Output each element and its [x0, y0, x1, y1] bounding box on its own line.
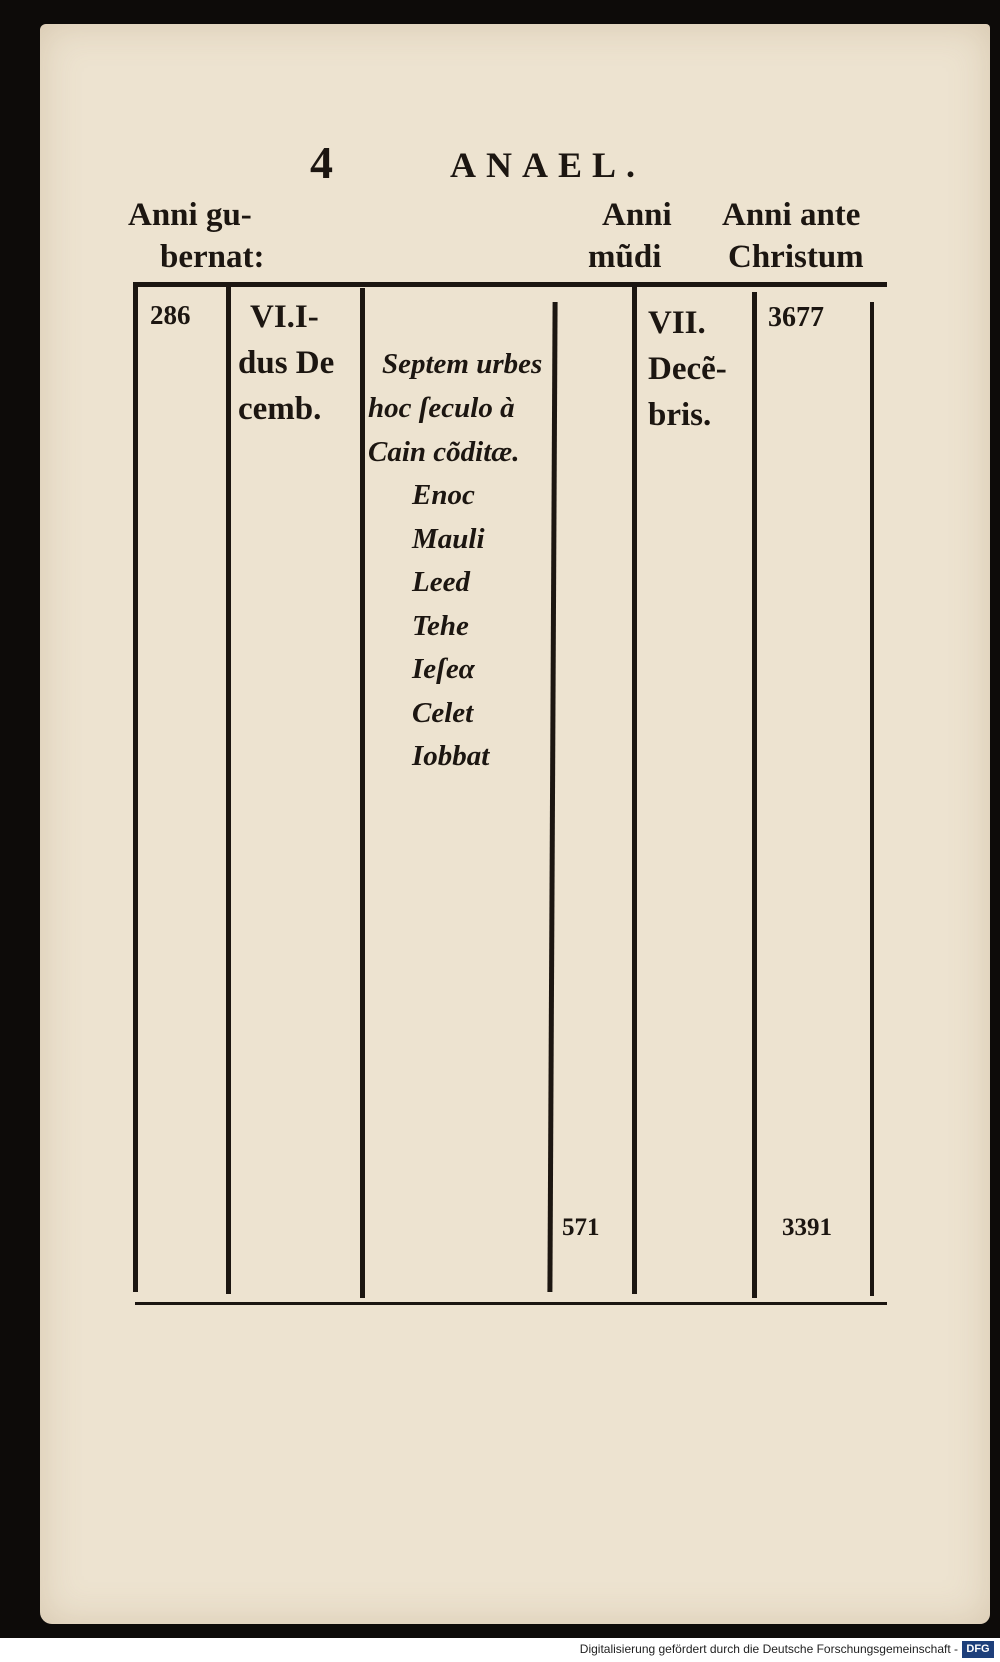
date-end-line1: VII. [648, 305, 706, 341]
column-rule-7 [870, 302, 874, 1296]
header-anni-mundi-line2: mũdi [588, 239, 662, 275]
mundi-total: 571 [562, 1214, 600, 1241]
table-top-rule [135, 282, 887, 287]
cities-intro [368, 342, 542, 474]
cities-intro-line2: hoc ſeculo à [368, 392, 515, 424]
city-item: Tehe [412, 609, 469, 642]
header-anni-mundi [588, 194, 672, 278]
table-bottom-rule [135, 1302, 887, 1305]
ante-christum-year: 3677 [768, 302, 824, 333]
date-start-line2: dus De [238, 345, 335, 381]
column-rule-1 [133, 282, 138, 1292]
header-anni-ante-christum [718, 194, 864, 278]
column-rule-6 [752, 292, 757, 1298]
date-end-line3: bris. [648, 397, 712, 433]
header-anni-ante-christum-line1: Anni ante [722, 197, 861, 233]
date-start [238, 294, 334, 432]
date-end-line2: Decẽ- [648, 351, 727, 387]
bleed-through-heading [120, 119, 139, 188]
digitization-footer [0, 1638, 1000, 1662]
cities-list [412, 474, 489, 779]
gubernat-year: 286 [150, 300, 191, 330]
city-item: Iobbat [412, 740, 490, 772]
city-item: Ieſeα [412, 653, 475, 685]
page-number: 4 [310, 137, 333, 188]
column-rule-5 [632, 286, 637, 1294]
city-item: Celet [412, 696, 474, 729]
header-anni-ante-christum-line2: Christum [728, 239, 864, 275]
city-item: Enoc [412, 479, 475, 511]
header-anni-gubernat [128, 194, 264, 278]
column-rule-3 [360, 288, 365, 1298]
book-page [40, 24, 990, 1624]
running-title: ANAEL. [450, 145, 646, 185]
city-item: Leed [412, 566, 470, 598]
header-anni-mundi-line1: Anni [602, 197, 672, 233]
column-rule-2 [226, 282, 231, 1294]
cities-intro-line3: Cain cõditæ. [368, 436, 520, 468]
date-start-line3: cemb. [238, 391, 322, 427]
cities-intro-line1: Septem urbes [382, 348, 543, 380]
column-rule-4 [547, 302, 557, 1292]
date-start-line1: VI.I- [250, 299, 319, 335]
date-end [648, 300, 727, 438]
city-item: Mauli [412, 522, 485, 555]
footer-credit: Digitalisierung gefördert durch die Deutsche Forschungsgemeinschaft - [579, 1642, 958, 1656]
header-anni-gubernat-line2: bernat: [160, 239, 265, 275]
header-anni-gubernat-line1: Anni gu- [128, 197, 252, 233]
ante-christum-total: 3391 [782, 1214, 832, 1241]
dfg-logo: DFG [962, 1641, 994, 1658]
